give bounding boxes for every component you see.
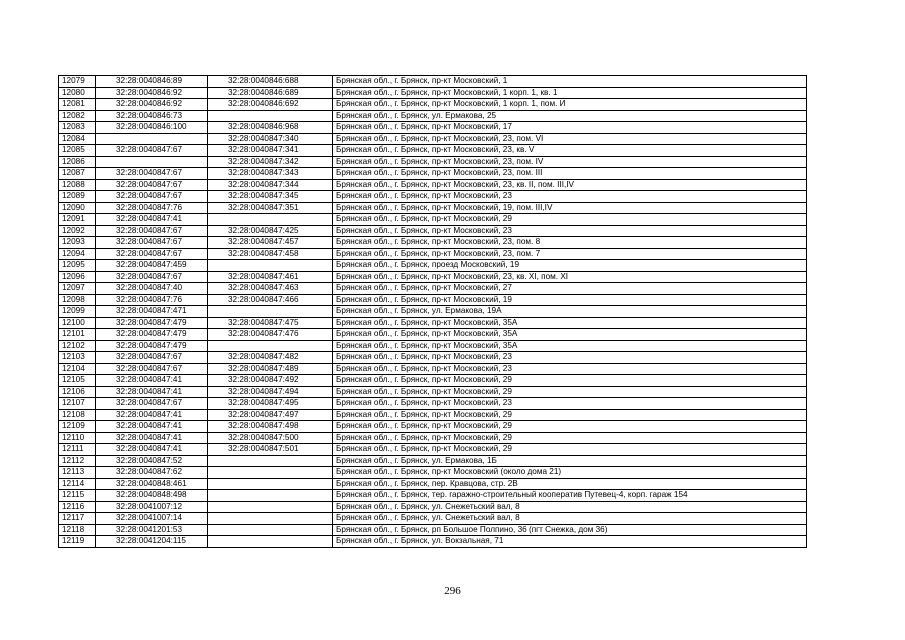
table-row	[59, 501, 807, 513]
parcel-cadastral-cell: 32:28:0040847:41	[96, 375, 208, 387]
row-number-cell: 12100	[59, 317, 96, 329]
table-row	[59, 409, 807, 421]
parcel-cadastral-cell: 32:28:0040846:89	[96, 76, 208, 88]
address-cell: Брянская обл., г. Брянск, пр-кт Московский, 23, пом. 7	[333, 248, 807, 260]
table-row	[59, 421, 807, 433]
address-cell: Брянская обл., г. Брянск, пр-кт Московский, 23, кв. V	[333, 145, 807, 157]
table-row	[59, 386, 807, 398]
table-row	[59, 490, 807, 502]
object-cadastral-cell: 32:28:0040847:351	[208, 202, 333, 214]
object-cadastral-cell: 32:28:0040846:968	[208, 122, 333, 134]
parcel-cadastral-cell: 32:28:0040847:52	[96, 455, 208, 467]
registry-table-body	[59, 76, 807, 548]
parcel-cadastral-cell: 32:28:0040847:67	[96, 145, 208, 157]
parcel-cadastral-cell: 32:28:0040846:92	[96, 99, 208, 111]
address-cell: Брянская обл., г. Брянск, пр-кт Московский, 23, кв. XI, пом. XI	[333, 271, 807, 283]
parcel-cadastral-cell: 32:28:0040847:67	[96, 237, 208, 249]
row-number-cell: 12112	[59, 455, 96, 467]
table-row	[59, 283, 807, 295]
parcel-cadastral-cell: 32:28:0040847:67	[96, 363, 208, 375]
table-row	[59, 294, 807, 306]
parcel-cadastral-cell: 32:28:0040847:41	[96, 421, 208, 433]
parcel-cadastral-cell: 32:28:0040847:62	[96, 467, 208, 479]
parcel-cadastral-cell: 32:28:0040848:498	[96, 490, 208, 502]
address-cell: Брянская обл., г. Брянск, пр-кт Московский, 19	[333, 294, 807, 306]
row-number-cell: 12111	[59, 444, 96, 456]
row-number-cell: 12098	[59, 294, 96, 306]
address-cell: Брянская обл., г. Брянск, ул. Вокзальная, 71	[333, 536, 807, 548]
parcel-cadastral-cell: 32:28:0040847:40	[96, 283, 208, 295]
object-cadastral-cell: 32:28:0040847:482	[208, 352, 333, 364]
object-cadastral-cell: 32:28:0040847:489	[208, 363, 333, 375]
table-row	[59, 306, 807, 318]
row-number-cell: 12118	[59, 524, 96, 536]
table-row	[59, 214, 807, 226]
registry-table	[58, 75, 807, 548]
table-row	[59, 76, 807, 88]
address-cell: Брянская обл., г. Брянск, проезд Московский, 19	[333, 260, 807, 272]
row-number-cell: 12083	[59, 122, 96, 134]
address-cell: Брянская обл., г. Брянск, пр-кт Московский, 17	[333, 122, 807, 134]
table-row	[59, 122, 807, 134]
address-cell: Брянская обл., г. Брянск, пр-кт Московский, 23	[333, 225, 807, 237]
table-row	[59, 87, 807, 99]
address-cell: Брянская обл., г. Брянск, рп Большое Полпино, 36 (пгт Снежка, дом 36)	[333, 524, 807, 536]
address-cell: Брянская обл., г. Брянск, пр-кт Московский, 1 корп. 1, кв. 1	[333, 87, 807, 99]
address-cell: Брянская обл., г. Брянск, пр-кт Московский, 29	[333, 409, 807, 421]
address-cell: Брянская обл., г. Брянск, пр-кт Московский, 1 корп. 1, пом. И	[333, 99, 807, 111]
row-number-cell: 12113	[59, 467, 96, 479]
address-cell: Брянская обл., г. Брянск, пр-кт Московский, 27	[333, 283, 807, 295]
row-number-cell: 12103	[59, 352, 96, 364]
object-cadastral-cell: 32:28:0040847:342	[208, 156, 333, 168]
object-cadastral-cell: 32:28:0040847:495	[208, 398, 333, 410]
object-cadastral-cell: 32:28:0040847:498	[208, 421, 333, 433]
parcel-cadastral-cell	[96, 133, 208, 145]
address-cell: Брянская обл., г. Брянск, ул. Снежетьский вал, 8	[333, 501, 807, 513]
object-cadastral-cell: 32:28:0040847:463	[208, 283, 333, 295]
object-cadastral-cell: 32:28:0040847:475	[208, 317, 333, 329]
object-cadastral-cell	[208, 536, 333, 548]
row-number-cell: 12096	[59, 271, 96, 283]
address-cell: Брянская обл., г. Брянск, пр-кт Московский, 29	[333, 375, 807, 387]
address-cell: Брянская обл., г. Брянск, пер. Кравцова, стр. 2В	[333, 478, 807, 490]
row-number-cell: 12105	[59, 375, 96, 387]
object-cadastral-cell: 32:28:0040847:343	[208, 168, 333, 180]
object-cadastral-cell	[208, 214, 333, 226]
table-row	[59, 398, 807, 410]
row-number-cell: 12091	[59, 214, 96, 226]
parcel-cadastral-cell: 32:28:0040847:67	[96, 271, 208, 283]
parcel-cadastral-cell: 32:28:0040847:41	[96, 432, 208, 444]
object-cadastral-cell: 32:28:0040847:476	[208, 329, 333, 341]
address-cell: Брянская обл., г. Брянск, пр-кт Московский, 29	[333, 421, 807, 433]
parcel-cadastral-cell: 32:28:0040847:479	[96, 329, 208, 341]
row-number-cell: 12088	[59, 179, 96, 191]
table-row	[59, 133, 807, 145]
object-cadastral-cell	[208, 478, 333, 490]
table-row	[59, 317, 807, 329]
parcel-cadastral-cell: 32:28:0040847:41	[96, 214, 208, 226]
table-row	[59, 524, 807, 536]
parcel-cadastral-cell: 32:28:0040847:479	[96, 340, 208, 352]
object-cadastral-cell: 32:28:0040847:345	[208, 191, 333, 203]
parcel-cadastral-cell: 32:28:0041007:12	[96, 501, 208, 513]
row-number-cell: 12086	[59, 156, 96, 168]
table-row	[59, 432, 807, 444]
parcel-cadastral-cell: 32:28:0041007:14	[96, 513, 208, 525]
object-cadastral-cell: 32:28:0040846:688	[208, 76, 333, 88]
address-cell: Брянская обл., г. Брянск, пр-кт Московский, 29	[333, 214, 807, 226]
table-row	[59, 340, 807, 352]
row-number-cell: 12087	[59, 168, 96, 180]
object-cadastral-cell	[208, 467, 333, 479]
row-number-cell: 12089	[59, 191, 96, 203]
address-cell: Брянская обл., г. Брянск, пр-кт Московский, 35А	[333, 329, 807, 341]
row-number-cell: 12097	[59, 283, 96, 295]
row-number-cell: 12085	[59, 145, 96, 157]
address-cell: Брянская обл., г. Брянск, пр-кт Московский, 23, пом. IV	[333, 156, 807, 168]
row-number-cell: 12117	[59, 513, 96, 525]
object-cadastral-cell	[208, 501, 333, 513]
parcel-cadastral-cell: 32:28:0041201:53	[96, 524, 208, 536]
address-cell: Брянская обл., г. Брянск, пр-кт Московский (около дома 21)	[333, 467, 807, 479]
address-cell: Брянская обл., г. Брянск, пр-кт Московский, 23, пом. III	[333, 168, 807, 180]
object-cadastral-cell: 32:28:0040846:692	[208, 99, 333, 111]
row-number-cell: 12114	[59, 478, 96, 490]
address-cell: Брянская обл., г. Брянск, пр-кт Московский, 29	[333, 386, 807, 398]
address-cell: Брянская обл., г. Брянск, ул. Ермакова, 25	[333, 110, 807, 122]
parcel-cadastral-cell: 32:28:0040847:41	[96, 409, 208, 421]
row-number-cell: 12106	[59, 386, 96, 398]
table-row	[59, 248, 807, 260]
table-row	[59, 145, 807, 157]
row-number-cell: 12094	[59, 248, 96, 260]
row-number-cell: 12116	[59, 501, 96, 513]
row-number-cell: 12101	[59, 329, 96, 341]
address-cell: Брянская обл., г. Брянск, пр-кт Московский, 23, пом. VI	[333, 133, 807, 145]
address-cell: Брянская обл., г. Брянск, тер. гаражно-строительный кооператив Путевец-4, корп. гараж 154	[333, 490, 807, 502]
row-number-cell: 12095	[59, 260, 96, 272]
address-cell: Брянская обл., г. Брянск, ул. Ермакова, 1Б	[333, 455, 807, 467]
object-cadastral-cell: 32:28:0040847:341	[208, 145, 333, 157]
table-row	[59, 179, 807, 191]
parcel-cadastral-cell: 32:28:0040847:41	[96, 444, 208, 456]
address-cell: Брянская обл., г. Брянск, пр-кт Московский, 35А	[333, 317, 807, 329]
address-cell: Брянская обл., г. Брянск, пр-кт Московский, 23	[333, 363, 807, 375]
table-row	[59, 271, 807, 283]
table-row	[59, 260, 807, 272]
parcel-cadastral-cell: 32:28:0040846:100	[96, 122, 208, 134]
table-row	[59, 444, 807, 456]
parcel-cadastral-cell: 32:28:0040847:41	[96, 386, 208, 398]
object-cadastral-cell	[208, 513, 333, 525]
address-cell: Брянская обл., г. Брянск, ул. Снежетьский вал, 8	[333, 513, 807, 525]
table-row	[59, 467, 807, 479]
row-number-cell: 12090	[59, 202, 96, 214]
row-number-cell: 12110	[59, 432, 96, 444]
table-row	[59, 191, 807, 203]
object-cadastral-cell	[208, 260, 333, 272]
row-number-cell: 12104	[59, 363, 96, 375]
row-number-cell: 12108	[59, 409, 96, 421]
address-cell: Брянская обл., г. Брянск, пр-кт Московский, 23, пом. 8	[333, 237, 807, 249]
object-cadastral-cell	[208, 340, 333, 352]
table-row	[59, 329, 807, 341]
parcel-cadastral-cell: 32:28:0040847:67	[96, 179, 208, 191]
table-row	[59, 225, 807, 237]
parcel-cadastral-cell: 32:28:0040847:76	[96, 202, 208, 214]
row-number-cell: 12092	[59, 225, 96, 237]
table-row	[59, 478, 807, 490]
address-cell: Брянская обл., г. Брянск, пр-кт Московский, 19, пом. III,IV	[333, 202, 807, 214]
table-row	[59, 202, 807, 214]
row-number-cell: 12093	[59, 237, 96, 249]
parcel-cadastral-cell: 32:28:0041204:115	[96, 536, 208, 548]
table-row	[59, 156, 807, 168]
object-cadastral-cell: 32:28:0040847:344	[208, 179, 333, 191]
row-number-cell: 12079	[59, 76, 96, 88]
table-row	[59, 352, 807, 364]
parcel-cadastral-cell: 32:28:0040847:459	[96, 260, 208, 272]
address-cell: Брянская обл., г. Брянск, пр-кт Московский, 23	[333, 352, 807, 364]
address-cell: Брянская обл., г. Брянск, пр-кт Московский, 23	[333, 191, 807, 203]
object-cadastral-cell: 32:28:0040847:457	[208, 237, 333, 249]
object-cadastral-cell: 32:28:0040847:425	[208, 225, 333, 237]
parcel-cadastral-cell: 32:28:0040847:67	[96, 398, 208, 410]
object-cadastral-cell	[208, 110, 333, 122]
address-cell: Брянская обл., г. Брянск, пр-кт Московский, 23, кв. II, пом. III,IV	[333, 179, 807, 191]
row-number-cell: 12082	[59, 110, 96, 122]
object-cadastral-cell: 32:28:0040847:340	[208, 133, 333, 145]
table-row	[59, 513, 807, 525]
object-cadastral-cell: 32:28:0040847:492	[208, 375, 333, 387]
parcel-cadastral-cell: 32:28:0040847:479	[96, 317, 208, 329]
parcel-cadastral-cell: 32:28:0040847:67	[96, 225, 208, 237]
object-cadastral-cell: 32:28:0040847:466	[208, 294, 333, 306]
table-row	[59, 363, 807, 375]
table-row	[59, 237, 807, 249]
row-number-cell: 12080	[59, 87, 96, 99]
parcel-cadastral-cell: 32:28:0040846:73	[96, 110, 208, 122]
object-cadastral-cell	[208, 455, 333, 467]
object-cadastral-cell	[208, 490, 333, 502]
object-cadastral-cell: 32:28:0040847:458	[208, 248, 333, 260]
object-cadastral-cell	[208, 306, 333, 318]
address-cell: Брянская обл., г. Брянск, пр-кт Московский, 35А	[333, 340, 807, 352]
object-cadastral-cell: 32:28:0040847:500	[208, 432, 333, 444]
row-number-cell: 12109	[59, 421, 96, 433]
parcel-cadastral-cell: 32:28:0040848:461	[96, 478, 208, 490]
address-cell: Брянская обл., г. Брянск, пр-кт Московский, 29	[333, 432, 807, 444]
parcel-cadastral-cell: 32:28:0040847:471	[96, 306, 208, 318]
parcel-cadastral-cell	[96, 156, 208, 168]
object-cadastral-cell: 32:28:0040847:461	[208, 271, 333, 283]
address-cell: Брянская обл., г. Брянск, ул. Ермакова, 19А	[333, 306, 807, 318]
parcel-cadastral-cell: 32:28:0040846:92	[96, 87, 208, 99]
object-cadastral-cell: 32:28:0040847:501	[208, 444, 333, 456]
table-row	[59, 375, 807, 387]
row-number-cell: 12099	[59, 306, 96, 318]
object-cadastral-cell	[208, 524, 333, 536]
row-number-cell: 12084	[59, 133, 96, 145]
table-row	[59, 455, 807, 467]
page-number: 296	[444, 585, 461, 597]
parcel-cadastral-cell: 32:28:0040847:76	[96, 294, 208, 306]
object-cadastral-cell: 32:28:0040847:497	[208, 409, 333, 421]
address-cell: Брянская обл., г. Брянск, пр-кт Московский, 23	[333, 398, 807, 410]
table-row	[59, 536, 807, 548]
address-cell: Брянская обл., г. Брянск, пр-кт Московский, 1	[333, 76, 807, 88]
parcel-cadastral-cell: 32:28:0040847:67	[96, 352, 208, 364]
row-number-cell: 12107	[59, 398, 96, 410]
parcel-cadastral-cell: 32:28:0040847:67	[96, 191, 208, 203]
table-row	[59, 99, 807, 111]
row-number-cell: 12081	[59, 99, 96, 111]
row-number-cell: 12102	[59, 340, 96, 352]
parcel-cadastral-cell: 32:28:0040847:67	[96, 248, 208, 260]
row-number-cell: 12119	[59, 536, 96, 548]
object-cadastral-cell: 32:28:0040846:689	[208, 87, 333, 99]
parcel-cadastral-cell: 32:28:0040847:67	[96, 168, 208, 180]
object-cadastral-cell: 32:28:0040847:494	[208, 386, 333, 398]
row-number-cell: 12115	[59, 490, 96, 502]
table-row	[59, 110, 807, 122]
address-cell: Брянская обл., г. Брянск, пр-кт Московский, 29	[333, 444, 807, 456]
table-row	[59, 168, 807, 180]
